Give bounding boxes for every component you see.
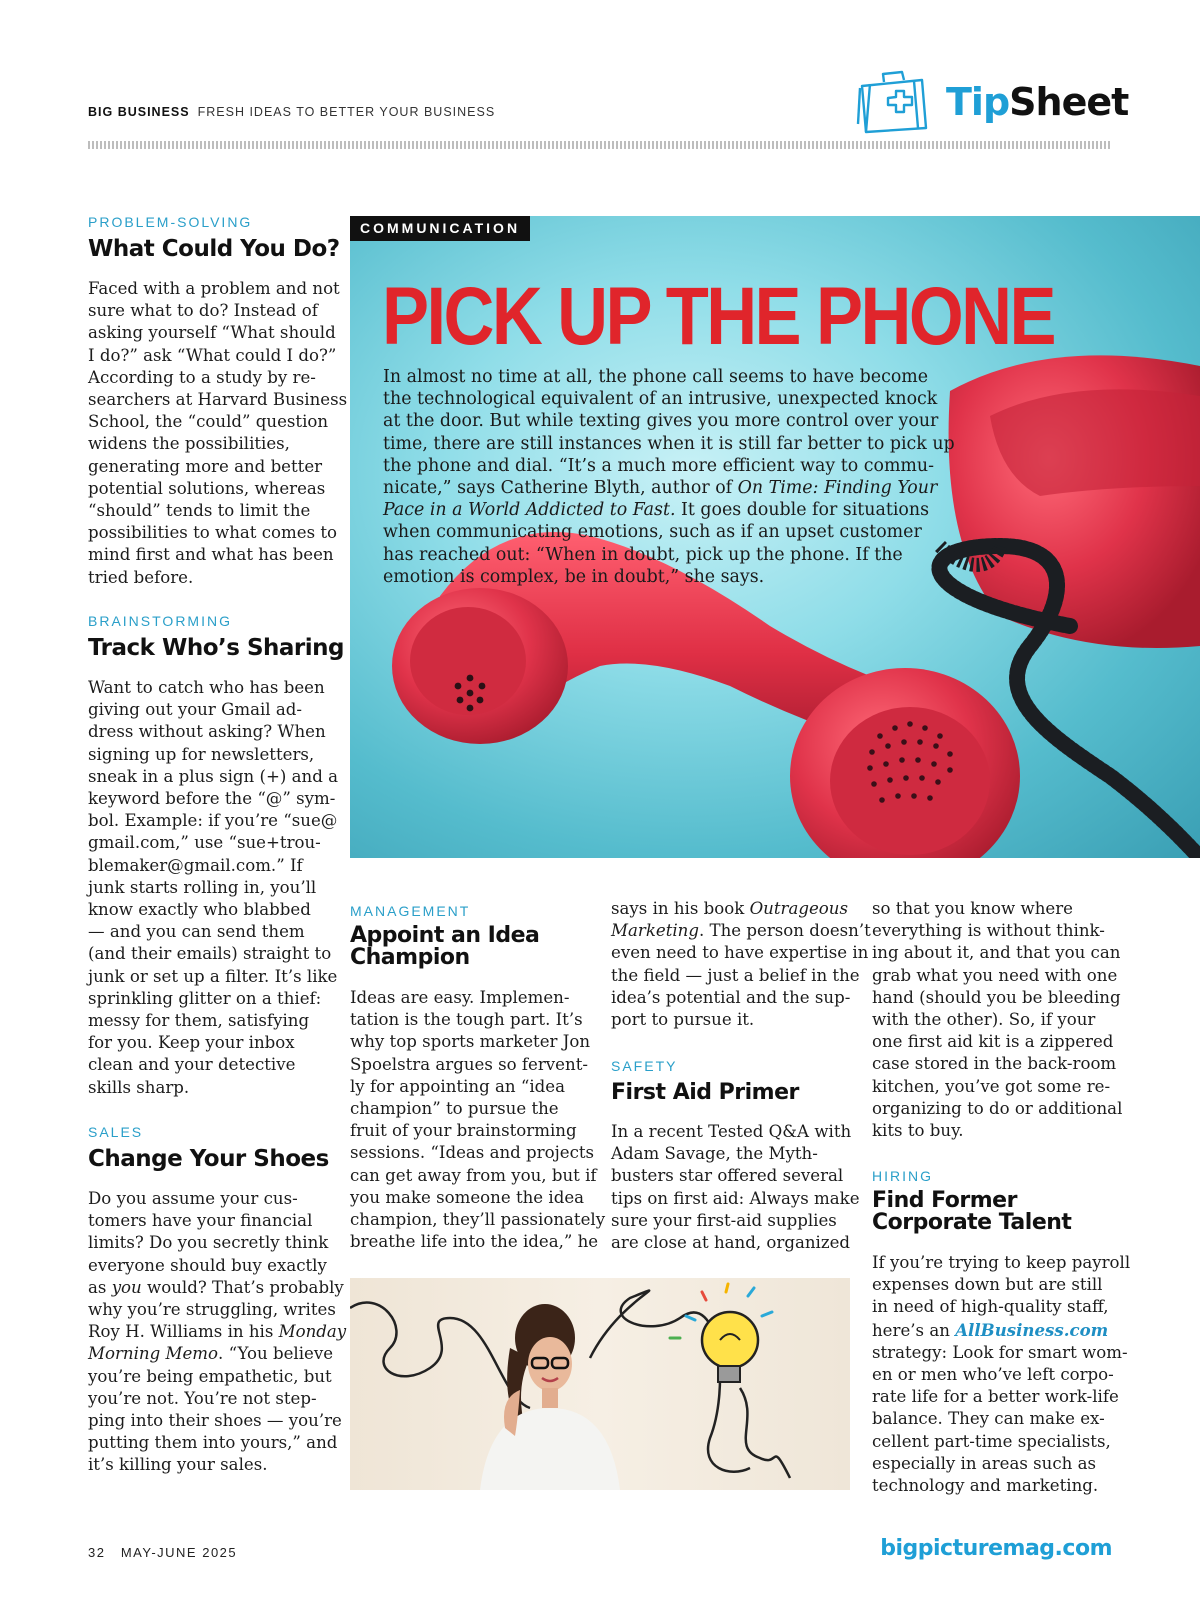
body-line: balance. They can make ex- (872, 1409, 1105, 1429)
body-line: In almost no time at all, the phone call seems to have become (383, 367, 929, 387)
article-management-body (350, 987, 606, 1253)
article-management-continued (611, 898, 871, 1031)
body-line: Ideas are easy. Implemen- (350, 988, 570, 1007)
headline-line: Appoint an Idea (350, 923, 540, 948)
body-line: en or men who’ve left corpo- (872, 1365, 1114, 1385)
body-line: junk starts rolling in, you’ll (88, 877, 317, 897)
body-line: breathe life into the idea,” he (350, 1232, 599, 1252)
body-line: time, there are still instances when it is still far better to pick up (383, 433, 955, 454)
body-line: sure what to do? Instead of (88, 301, 318, 321)
body-line: when communicating emotions, such as if an upset customer (383, 522, 922, 543)
body-line: asking yourself “What should (88, 323, 336, 343)
body-line: you’re being empathetic, but (88, 1366, 332, 1386)
headline-track-whos-sharing: Track Who’s Sharing (88, 635, 344, 661)
body-line (88, 1277, 344, 1299)
body-line: Want to catch who has been (88, 678, 325, 697)
headline-change-your-shoes: Change Your Shoes (88, 1146, 329, 1172)
body-line (383, 477, 955, 499)
body-line: organizing to do or additional (872, 1098, 1123, 1118)
body-line: sessions. “Ideas and projects (350, 1143, 595, 1163)
body-line: case stored in the back-room (872, 1054, 1117, 1074)
body-line: expenses down but are still (872, 1275, 1103, 1295)
italic-run: Monday (278, 1322, 347, 1342)
issue-date: MAY-JUNE 2025 (120, 1545, 238, 1560)
body-line: tried before. (88, 567, 194, 587)
site-url-link[interactable]: bigpicturemag.com (880, 1536, 1112, 1561)
body-line: champion, they’ll passionately (350, 1210, 606, 1230)
body-line: everything is without think- (872, 921, 1105, 941)
body-line (611, 898, 856, 920)
kicker-safety: SAFETY (611, 1058, 678, 1074)
kicker-problem-solving: PROBLEM-SOLVING (88, 214, 253, 230)
body-line: champion” to pursue the (350, 1099, 559, 1119)
kicker-sales: SALES (88, 1124, 144, 1140)
tipsheet-logo (946, 80, 1128, 124)
body-line: tips on first aid: Always make (611, 1188, 860, 1208)
body-line: keyword before the “@” sym- (88, 789, 336, 809)
body-line: School, the “could” question (88, 412, 329, 432)
body-line: Do you assume your cus- (88, 1189, 298, 1208)
body-line: in need of high-quality staff, (872, 1297, 1109, 1317)
headline-line: Champion (350, 945, 470, 970)
body-line: signing up for newsletters, (88, 744, 315, 764)
body-line: technology and marketing. (872, 1476, 1099, 1496)
folio (88, 1545, 237, 1560)
body-line: In a recent Tested Q&A with (611, 1122, 852, 1141)
body-line: possibilities to what comes to (88, 523, 338, 543)
body-line: messy for them, satisfying (88, 1011, 310, 1031)
body-line: I do?” ask “What could I do?” (88, 345, 337, 365)
body-line: especially in areas such as (872, 1453, 1096, 1473)
header-rule (88, 141, 1112, 149)
body-line: ping into their shoes — you’re (88, 1411, 342, 1431)
body-line (872, 1319, 1117, 1342)
body-line: junk or set up a filter. It’s like (88, 966, 338, 986)
text-run: here’s an (872, 1320, 956, 1340)
body-line: why top sports marketer Jon (350, 1032, 591, 1052)
italic-run: Morning Memo (88, 1344, 219, 1364)
body-line: the field — just a belief in the (611, 965, 860, 985)
body-line: potential solutions, whereas (88, 478, 326, 498)
body-line (383, 499, 955, 521)
body-line: strategy: Look for smart wom- (872, 1342, 1128, 1362)
woman-lightbulb-illustration (350, 1278, 850, 1490)
body-line: sneak in a plus sign (+) and a (88, 766, 338, 786)
headline-pick-up-the-phone: PICK UP THE PHONE (382, 271, 1054, 362)
lightbulb-icon (702, 1312, 758, 1382)
text-run: . The person doesn’t (698, 921, 871, 941)
body-line: According to a study by re- (88, 367, 316, 387)
article-communication-body (383, 366, 955, 588)
body-line: bol. Example: if you’re “sue@ (88, 811, 338, 831)
body-line: has reached out: “When in doubt, pick up the phone. If the (383, 544, 903, 565)
body-line: searchers at Harvard Business (88, 390, 348, 410)
kicker-hiring: HIRING (872, 1168, 933, 1184)
body-line: at the door. But while texting gives you more control over your (383, 411, 939, 432)
body-line: putting them into yours,” and (88, 1433, 338, 1453)
body-line: Adam Savage, the Myth- (611, 1144, 818, 1164)
body-line: fruit of your brainstorming (350, 1121, 577, 1141)
logo-sheet-text: Sheet (1009, 80, 1129, 124)
body-line: ing about it, and that you can (872, 943, 1121, 963)
kicker-brainstorming: BRAINSTORMING (88, 613, 232, 629)
body-line: the phone and dial. “It’s a much more efficient way to commu- (383, 455, 934, 476)
body-line: are close at hand, organized (611, 1233, 851, 1253)
body-line: cellent part-time specialists, (872, 1431, 1111, 1451)
section-tagline: FRESH IDEAS TO BETTER YOUR BUSINESS (197, 105, 496, 119)
headline-first-aid-primer: First Aid Primer (611, 1080, 799, 1105)
text-run: It goes double for situations (675, 500, 929, 521)
kicker-management: MANAGEMENT (350, 903, 471, 919)
headline-appoint-an-idea-champion (350, 925, 539, 969)
body-line: it’s killing your sales. (88, 1455, 268, 1475)
body-line: you make someone the idea (350, 1187, 585, 1207)
body-line: why you’re struggling, writes (88, 1300, 336, 1320)
body-line: widens the possibilities, (88, 434, 290, 454)
body-line: Faced with a problem and not (88, 279, 340, 298)
body-line: skills sharp. (88, 1077, 190, 1097)
body-line: port to pursue it. (611, 1010, 755, 1030)
body-line: sprinkling glitter on a thief: (88, 988, 322, 1008)
headline-line: Corporate Talent (872, 1210, 1072, 1235)
body-line: one first aid kit is a zippered (872, 1032, 1114, 1052)
logo-tip-text: Tip (946, 80, 1010, 124)
headline-line: Find Former (872, 1188, 1017, 1213)
body-line: mind first and what has been (88, 545, 334, 565)
headline-what-could-you-do: What Could You Do? (88, 236, 340, 262)
text-run: as (88, 1277, 112, 1297)
body-line: everyone should buy exactly (88, 1255, 327, 1275)
book-title: Outrageous (749, 899, 848, 918)
body-line: clean and your detective (88, 1055, 296, 1075)
body-line: even need to have expertise in (611, 943, 869, 963)
body-line: — and you can send them (88, 922, 305, 942)
text-run: nicate,” says Catherine Blyth, author of (383, 478, 738, 499)
body-line: sure your first-aid supplies (611, 1210, 837, 1230)
body-line: “should” tends to limit the (88, 501, 311, 521)
body-line: If you’re trying to keep payroll (872, 1253, 1131, 1272)
body-line: tomers have your financial (88, 1211, 313, 1231)
section-badge-communication: COMMUNICATION (350, 216, 530, 241)
headline-find-former-corporate-talent (872, 1190, 1071, 1234)
italic-run: you (111, 1277, 142, 1297)
book-title: Pace in a World Addicted to Fast. (383, 500, 676, 521)
text-run: . “You believe (218, 1344, 334, 1364)
body-line: rate life for a better work-life (872, 1387, 1119, 1407)
body-line: ly for appointing an “idea (350, 1076, 565, 1096)
running-header (88, 105, 495, 119)
body-line: generating more and better (88, 456, 323, 476)
book-title: Marketing (611, 921, 699, 941)
body-line: tation is the tough part. It’s (350, 1010, 583, 1030)
body-line (611, 920, 871, 942)
text-run: would? That’s probably (141, 1277, 344, 1297)
body-line: for you. Keep your inbox (88, 1033, 295, 1053)
article-safety-continued (872, 898, 1123, 1142)
body-line: emotion is complex, be in doubt,” she says. (383, 566, 765, 587)
section-name: BIG BUSINESS (88, 105, 190, 119)
body-line: so that you know where (872, 899, 1073, 918)
body-line (88, 1343, 333, 1365)
book-title: On Time: Finding Your (737, 478, 938, 499)
article-problem-solving-body (88, 278, 348, 589)
body-line: with the other). So, if your (872, 1010, 1096, 1030)
body-line: Spoelstra argues so fervent- (350, 1054, 588, 1074)
page-number: 32 (88, 1545, 106, 1560)
body-line: can get away from you, but if (350, 1165, 597, 1185)
body-line: kits to buy. (872, 1121, 964, 1141)
body-line: know exactly who blabbed (88, 900, 311, 920)
idea-lightbulb-photo (350, 1278, 850, 1490)
article-brainstorming-body (88, 677, 338, 1099)
body-line: grab what you need with one (872, 965, 1118, 985)
body-line: gmail.com,” use “sue+trou- (88, 833, 321, 853)
body-line: the technological equivalent of an intrusive, unexpected knock (383, 389, 938, 410)
body-line: giving out your Gmail ad- (88, 700, 302, 720)
article-sales-body (88, 1188, 347, 1477)
body-line: (and their emails) straight to (88, 944, 332, 964)
body-line: hand (should you be bleeding (872, 987, 1121, 1007)
allbusiness-link[interactable]: AllBusiness.com (955, 1319, 1109, 1340)
article-hiring-body (872, 1252, 1131, 1497)
body-line: dress without asking? When (88, 722, 326, 742)
body-line: kitchen, you’ve got some re- (872, 1076, 1111, 1096)
body-line: blemaker@gmail.com.” If (88, 855, 303, 875)
article-safety-body (611, 1121, 860, 1254)
body-line (88, 1321, 347, 1343)
text-run: Roy H. Williams in his (88, 1322, 279, 1342)
body-line: you’re not. You’re not step- (88, 1388, 317, 1408)
body-line: limits? Do you secretly think (88, 1233, 329, 1253)
body-line: busters star offered several (611, 1166, 844, 1186)
text-run: says in his book (611, 899, 750, 918)
body-line: idea’s potential and the sup- (611, 987, 851, 1007)
